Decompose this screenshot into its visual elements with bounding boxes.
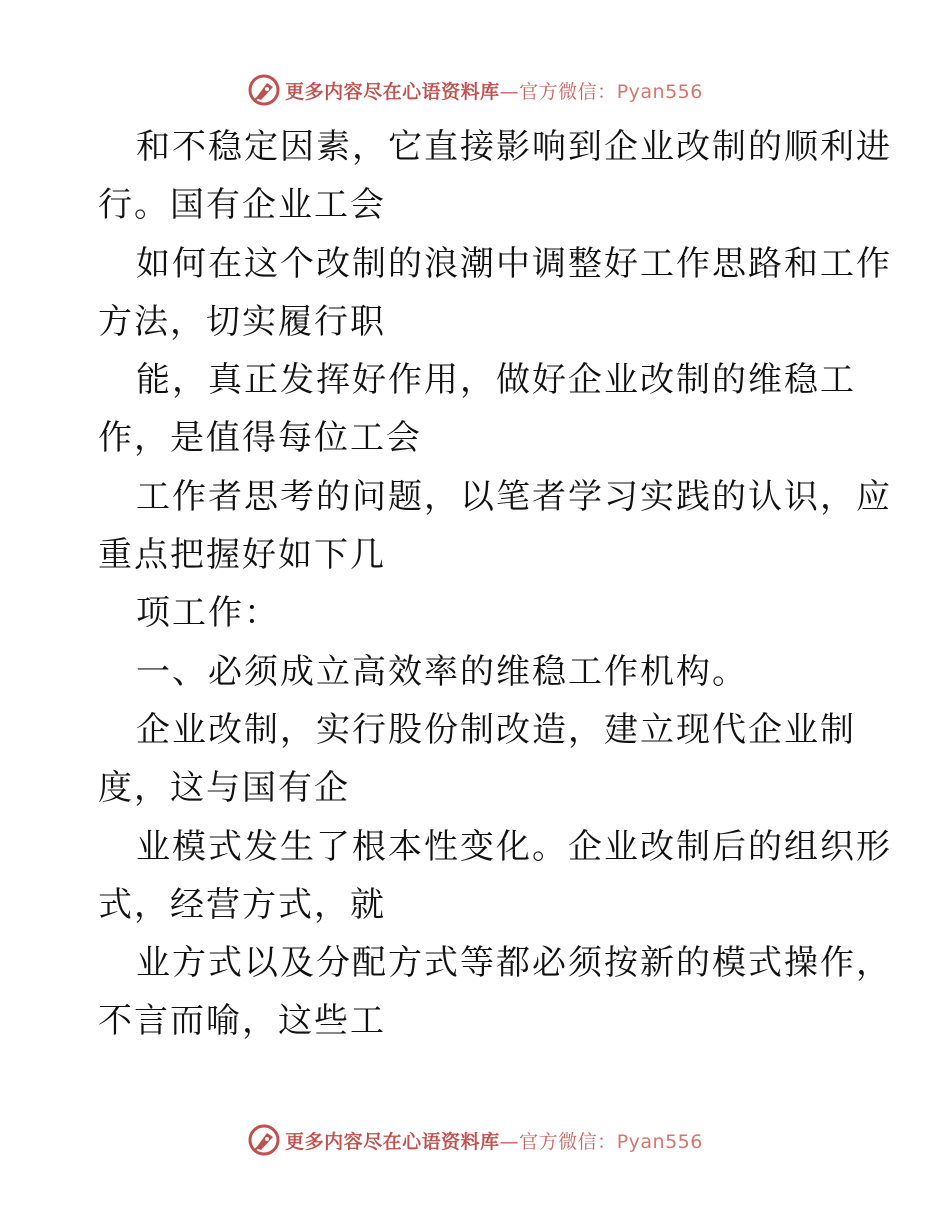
- text-line: 重点把握好如下几: [98, 535, 386, 576]
- banner-brand: 更多内容尽在心语资料库: [285, 1130, 500, 1153]
- header-banner: [0, 70, 950, 110]
- banner-dash: —: [499, 80, 520, 103]
- text-line: 业模式发生了根本性变化。企业改制后的组织形: [136, 826, 892, 867]
- text-line: 能，真正发挥好作用，做好企业改制的维稳工: [136, 360, 856, 401]
- banner-text: [285, 1127, 703, 1154]
- text-line: 式，经营方式，就: [98, 884, 386, 925]
- text-line: 项工作：: [136, 593, 280, 634]
- text-line: 度，这与国有企: [98, 768, 350, 809]
- footer-banner: [0, 1120, 950, 1160]
- banner-wechat-id: Pyan556: [616, 1130, 703, 1153]
- text-line: 业方式以及分配方式等都必须按新的模式操作，: [136, 943, 892, 984]
- text-line: 作，是值得每位工会: [98, 418, 422, 459]
- text-line: 行。国有企业工会: [98, 185, 386, 226]
- text-line: 如何在这个改制的浪潮中调整好工作思路和工作: [136, 243, 892, 284]
- text-line: 工作者思考的问题，以笔者学习实践的认识，应: [136, 476, 892, 517]
- banner-wechat-id: Pyan556: [616, 80, 703, 103]
- text-line: 企业改制，实行股份制改造，建立现代企业制: [136, 709, 856, 750]
- banner-wechat-label: 官方微信：: [519, 80, 617, 103]
- pen-nib-logo-icon: [247, 73, 281, 107]
- document-body: [98, 118, 892, 1051]
- text-line: 和不稳定因素，它直接影响到企业改制的顺利进: [136, 127, 892, 167]
- text-line: 一、必须成立高效率的维稳工作机构。: [136, 651, 748, 692]
- banner-dash: —: [499, 1130, 520, 1153]
- banner-brand: 更多内容尽在心语资料库: [285, 80, 500, 103]
- text-line: 不言而喻，这些工: [98, 1001, 386, 1042]
- pen-nib-logo-icon: [247, 1123, 281, 1157]
- banner-wechat-label: 官方微信：: [519, 1130, 617, 1153]
- text-line: 方法，切实履行职: [98, 301, 386, 342]
- banner-text: [285, 77, 703, 104]
